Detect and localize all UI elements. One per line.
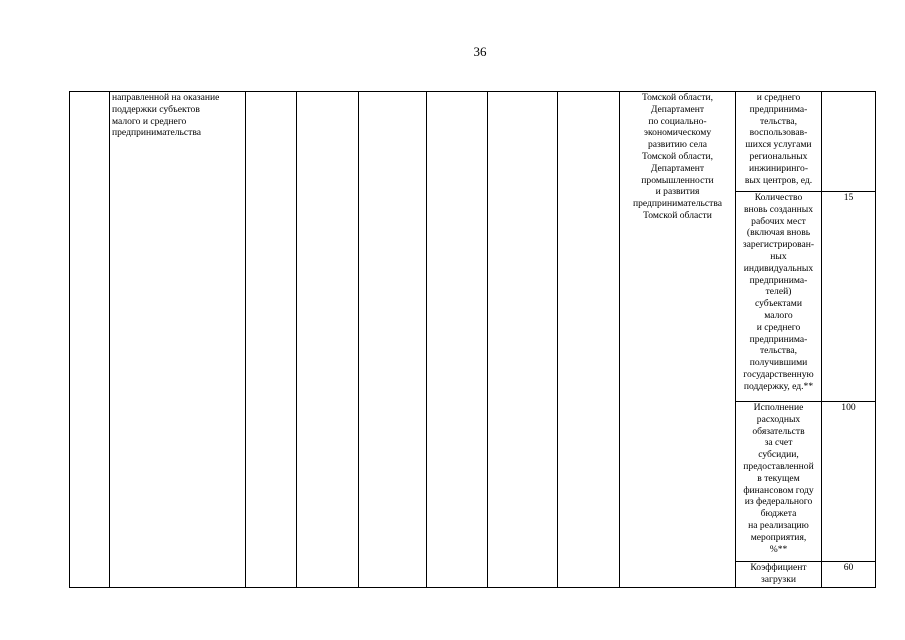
- indicator-value: 100: [841, 402, 856, 413]
- indicator-value-cell: [822, 192, 876, 402]
- empty-cell: [297, 92, 359, 588]
- indicator-value-cell: [822, 402, 876, 562]
- number-cell: [70, 92, 110, 588]
- empty-cell: [488, 92, 558, 588]
- indicator-cell: [736, 192, 822, 402]
- empty-cell: [558, 92, 620, 588]
- indicator-value-cell: [822, 562, 876, 588]
- indicator-value: 15: [843, 192, 854, 203]
- indicator-cell: [736, 92, 822, 192]
- indicator-value: 60: [843, 562, 854, 573]
- program-table: [69, 91, 876, 588]
- executors-cell: [620, 92, 736, 588]
- indicator-cell: [736, 562, 822, 588]
- indicator-name: Исполнение расходных обязательств за счет субсидии, предоставленной в текущем финансовом году из федерального бюджета на реализацию мероприятия, %**: [743, 402, 814, 555]
- measure-description-cell: [110, 92, 246, 588]
- indicator-value-cell: [822, 92, 876, 192]
- empty-cell: [427, 92, 488, 588]
- indicator-name: Коэффициент загрузки: [750, 562, 807, 585]
- page-number: 36: [473, 44, 487, 59]
- indicator-cell: [736, 402, 822, 562]
- empty-cell: [246, 92, 297, 588]
- table-row: [70, 92, 876, 192]
- empty-cell: [359, 92, 427, 588]
- indicator-name: и среднего предпринима- тельства, воспользовав- шихся услугами региональных инжиниринго- вых центров, ед.: [744, 92, 813, 186]
- measure-description: направленной на оказание поддержки субъектов малого и среднего предпринимательства: [112, 92, 220, 139]
- executors-text: Томской области, Департамент по социально- экономическому развитию села Томской области, Департамент промышленности и развития предпринимательства Томской области: [632, 92, 723, 221]
- indicator-name: Количество вновь созданных рабочих мест (включая вновь зарегистрирован- ных индивидуальных предпринима- телей) субъектами малого и среднего предпринима- тельства, получившими государственную поддержку, ед.**: [742, 192, 815, 392]
